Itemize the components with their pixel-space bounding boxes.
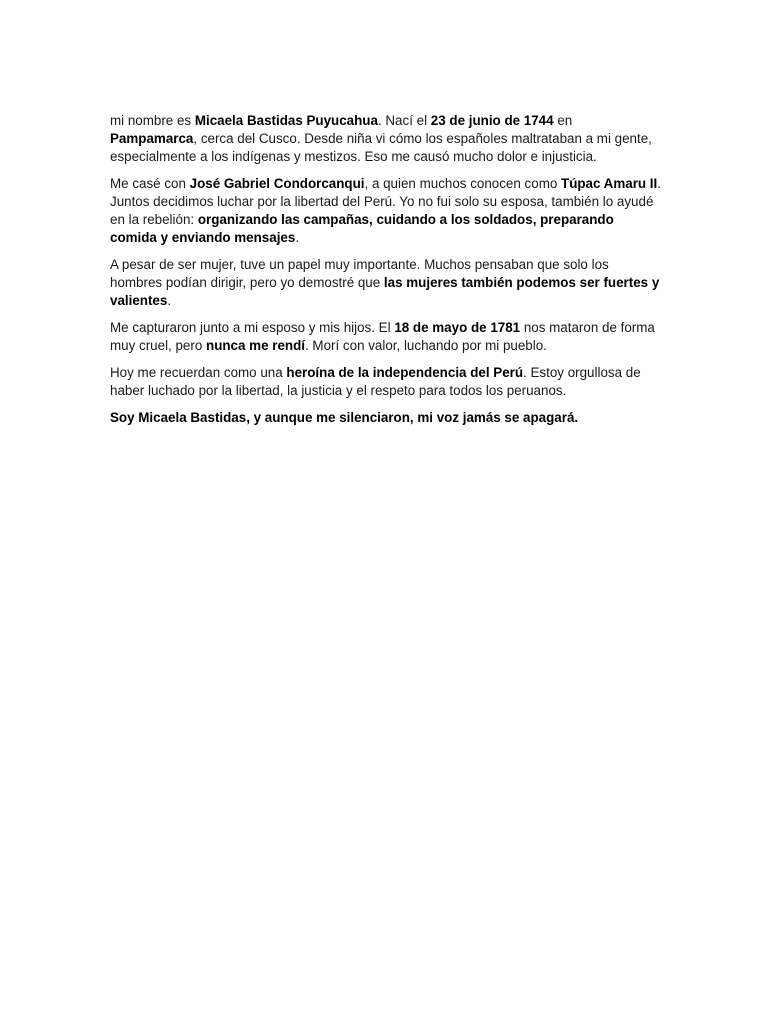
bold-text-run: 23 de junio de 1744 xyxy=(430,113,554,128)
text-run: mi nombre es xyxy=(110,113,195,128)
bold-text-run: organizando las campañas, cuidando a los soldados, preparando comida y enviando mensajes xyxy=(110,212,614,245)
text-run: , cerca del Cusco. Desde niña vi cómo los españoles maltrataban a mi gente, especialmente a los indígenas y mestizos. Eso me causó mucho dolor e injusticia. xyxy=(110,131,652,164)
text-run: . xyxy=(295,230,300,245)
paragraph-marriage xyxy=(110,175,662,247)
text-run: nos mataron de forma muy cruel, pero xyxy=(110,320,655,353)
text-run: , a quien muchos conocen como xyxy=(364,176,562,191)
text-run: . Juntos decidimos luchar por la libertad del Perú. Yo no fui solo su esposa, también lo ayudé en la rebelión: xyxy=(110,176,661,227)
text-run: Me casé con xyxy=(110,176,190,191)
text-run: . Morí con valor, luchando por mi pueblo. xyxy=(304,338,547,353)
text-run: . Estoy orgullosa de haber luchado por la libertad, la justicia y el respeto para todos los peruanos. xyxy=(110,365,641,398)
text-run: en xyxy=(553,113,573,128)
bold-text-run: las mujeres también podemos ser fuertes y valientes xyxy=(110,275,660,308)
bold-text-run: Micaela Bastidas Puyucahua xyxy=(194,113,378,128)
paragraph-closing xyxy=(110,409,662,427)
text-run: Hoy me recuerdan como una xyxy=(110,365,287,380)
text-run: Me capturaron junto a mi esposo y mis hijos. El xyxy=(110,320,395,335)
bold-text-run: nunca me rendí xyxy=(206,338,305,353)
bold-text-run: Pampamarca xyxy=(110,131,194,146)
document-body xyxy=(110,112,662,436)
bold-text-run: Túpac Amaru II xyxy=(561,176,658,191)
text-run: . xyxy=(167,293,172,308)
text-run: A pesar de ser mujer, tuve un papel muy importante. Muchos pensaban que solo los hombres podían dirigir, pero yo demostré que xyxy=(110,257,609,290)
bold-text-run: Soy Micaela Bastidas, y aunque me silenciaron, mi voz jamás se apagará. xyxy=(110,410,579,425)
paragraph-role xyxy=(110,256,662,310)
paragraph-legacy xyxy=(110,364,662,400)
paragraph-capture xyxy=(110,319,662,355)
text-run: . Nací el xyxy=(377,113,431,128)
bold-text-run: heroína de la independencia del Perú xyxy=(286,365,524,380)
paragraph-intro xyxy=(110,112,662,166)
bold-text-run: José Gabriel Condorcanqui xyxy=(189,176,365,191)
bold-text-run: 18 de mayo de 1781 xyxy=(394,320,521,335)
